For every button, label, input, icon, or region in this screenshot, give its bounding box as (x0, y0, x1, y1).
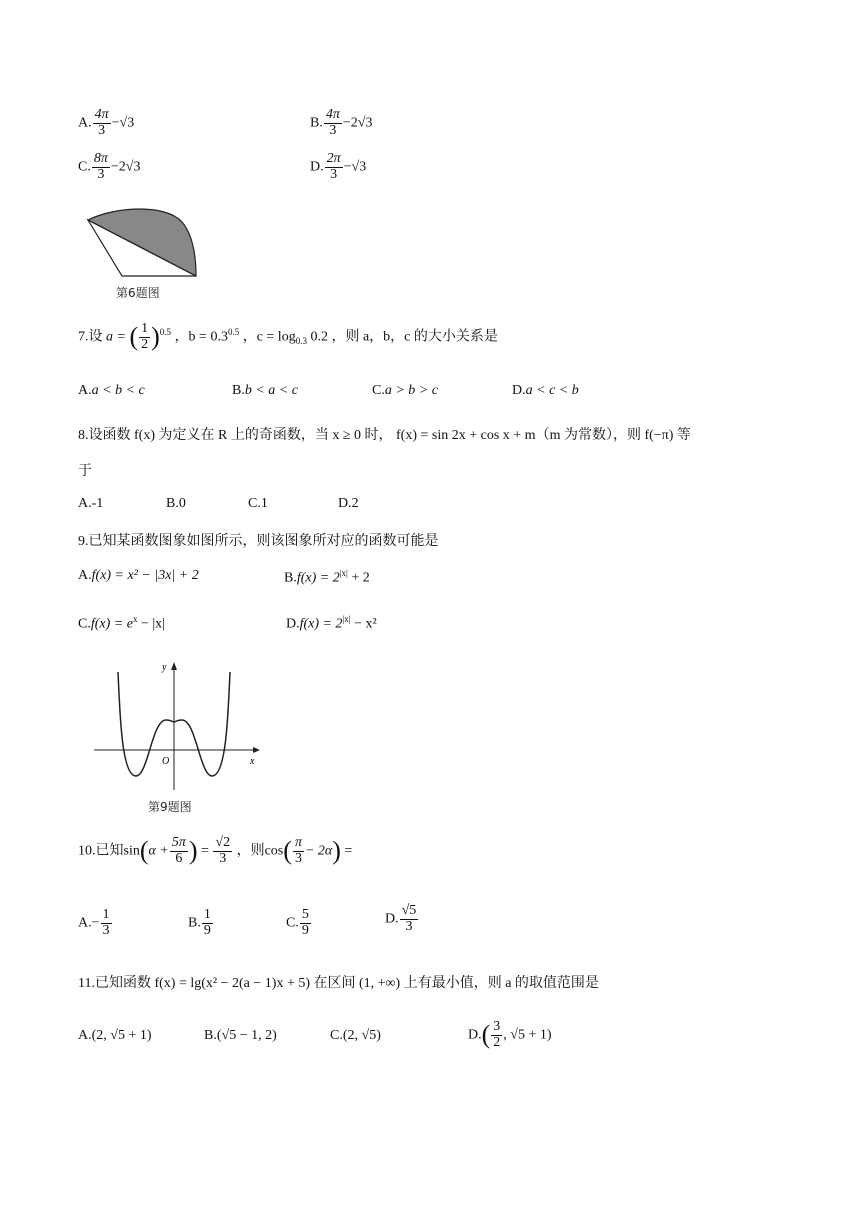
q9-option-d: $D.f(x) = 2^{|x|} - x^2$ (286, 614, 377, 632)
q10-stem: 10.已知sin(α + $\frac{5\pi}{6}$ ) = $\frac{√2}{3}$ ，则cos( $\frac{\pi}{3}$ − 2α) = (78, 835, 353, 866)
q11-option-b: B.(√5 − 1, 2) (204, 1028, 277, 1043)
q7-stem: 7.设 a = ( $\frac{1}{2}$ )$^{0.5}$ ，$b = 0.3^{0.5}$ ，$c = \log_{0.3} 0.2$ ，则 a，b，c 的大小关系是 (78, 321, 498, 352)
q6-figure (86, 208, 202, 282)
q9-figure-caption: 第9题图 (148, 800, 192, 814)
q9-function-graph (90, 658, 262, 794)
q8-stem-line2: 于 (78, 464, 92, 479)
q10-option-d: D. $\frac{√5}{3}$ (385, 903, 417, 934)
q11-stem: 11.已知函数 f(x) = lg(x² − 2(a − 1)x + 5) 在区间 (1, +∞) 上有最小值，则 a 的取值范围是 (78, 976, 599, 991)
q6-figure-caption: 第6题图 (116, 286, 160, 300)
q11-option-c: C.(2, √5) (330, 1028, 381, 1043)
q7-option-d: D.a < c < b (512, 383, 579, 398)
q8-stem-line1: 8.设函数 f(x) 为定义在 R 上的奇函数，当 x ≥ 0 时， f(x) = sin 2x + cos x + m（m 为常数），则 f(−π) 等 (78, 428, 691, 443)
q6-option-b: B. $\frac{4\pi}{3}$ −2√3 (310, 107, 373, 138)
q8-option-d: D.2 (338, 496, 359, 511)
q9-option-c: $C.f(x) = e^x - |x|$ (78, 614, 165, 632)
q8-option-c: C.1 (248, 496, 268, 511)
q7-option-b: B.b < a < c (232, 383, 298, 398)
q11-option-a: A.(2, √5 + 1) (78, 1028, 152, 1043)
q9-option-b: $B.f(x) = 2^{|x|} + 2$ (284, 568, 370, 586)
q6-option-a: A. $\frac{4\pi}{3}$ −√3 (78, 107, 135, 138)
q10-option-b: B. $\frac{1}{9}$ (188, 907, 211, 938)
q9-stem: 9.已知某函数图象如图所示，则该图象所对应的函数可能是 (78, 534, 439, 549)
q9-y-arrow (171, 662, 177, 670)
q9-origin-label: O (162, 756, 170, 767)
q9-x-label: x (250, 756, 255, 767)
q9-y-label: y (162, 662, 167, 673)
q9-x-arrow (253, 747, 260, 753)
q7-option-a: A.a < b < c (78, 383, 145, 398)
q6-option-d: D. $\frac{2\pi}{3}$ −√3 (310, 151, 367, 182)
q10-option-c: C. $\frac{5}{9}$ (286, 907, 309, 938)
q8-option-b: B.0 (166, 496, 186, 511)
q6-option-c: C. $\frac{8\pi}{3}$ −2√3 (78, 151, 141, 182)
q7-option-c: C.a > b > c (372, 383, 438, 398)
q9-option-a: A.f(x) = x² − |3x| + 2 (78, 568, 199, 583)
q8-option-a: A.-1 (78, 496, 104, 511)
q11-option-d: D.( $\frac{3}{2}$ , √5 + 1) (468, 1019, 552, 1050)
q10-option-a: A.− $\frac{1}{3}$ (78, 907, 110, 938)
